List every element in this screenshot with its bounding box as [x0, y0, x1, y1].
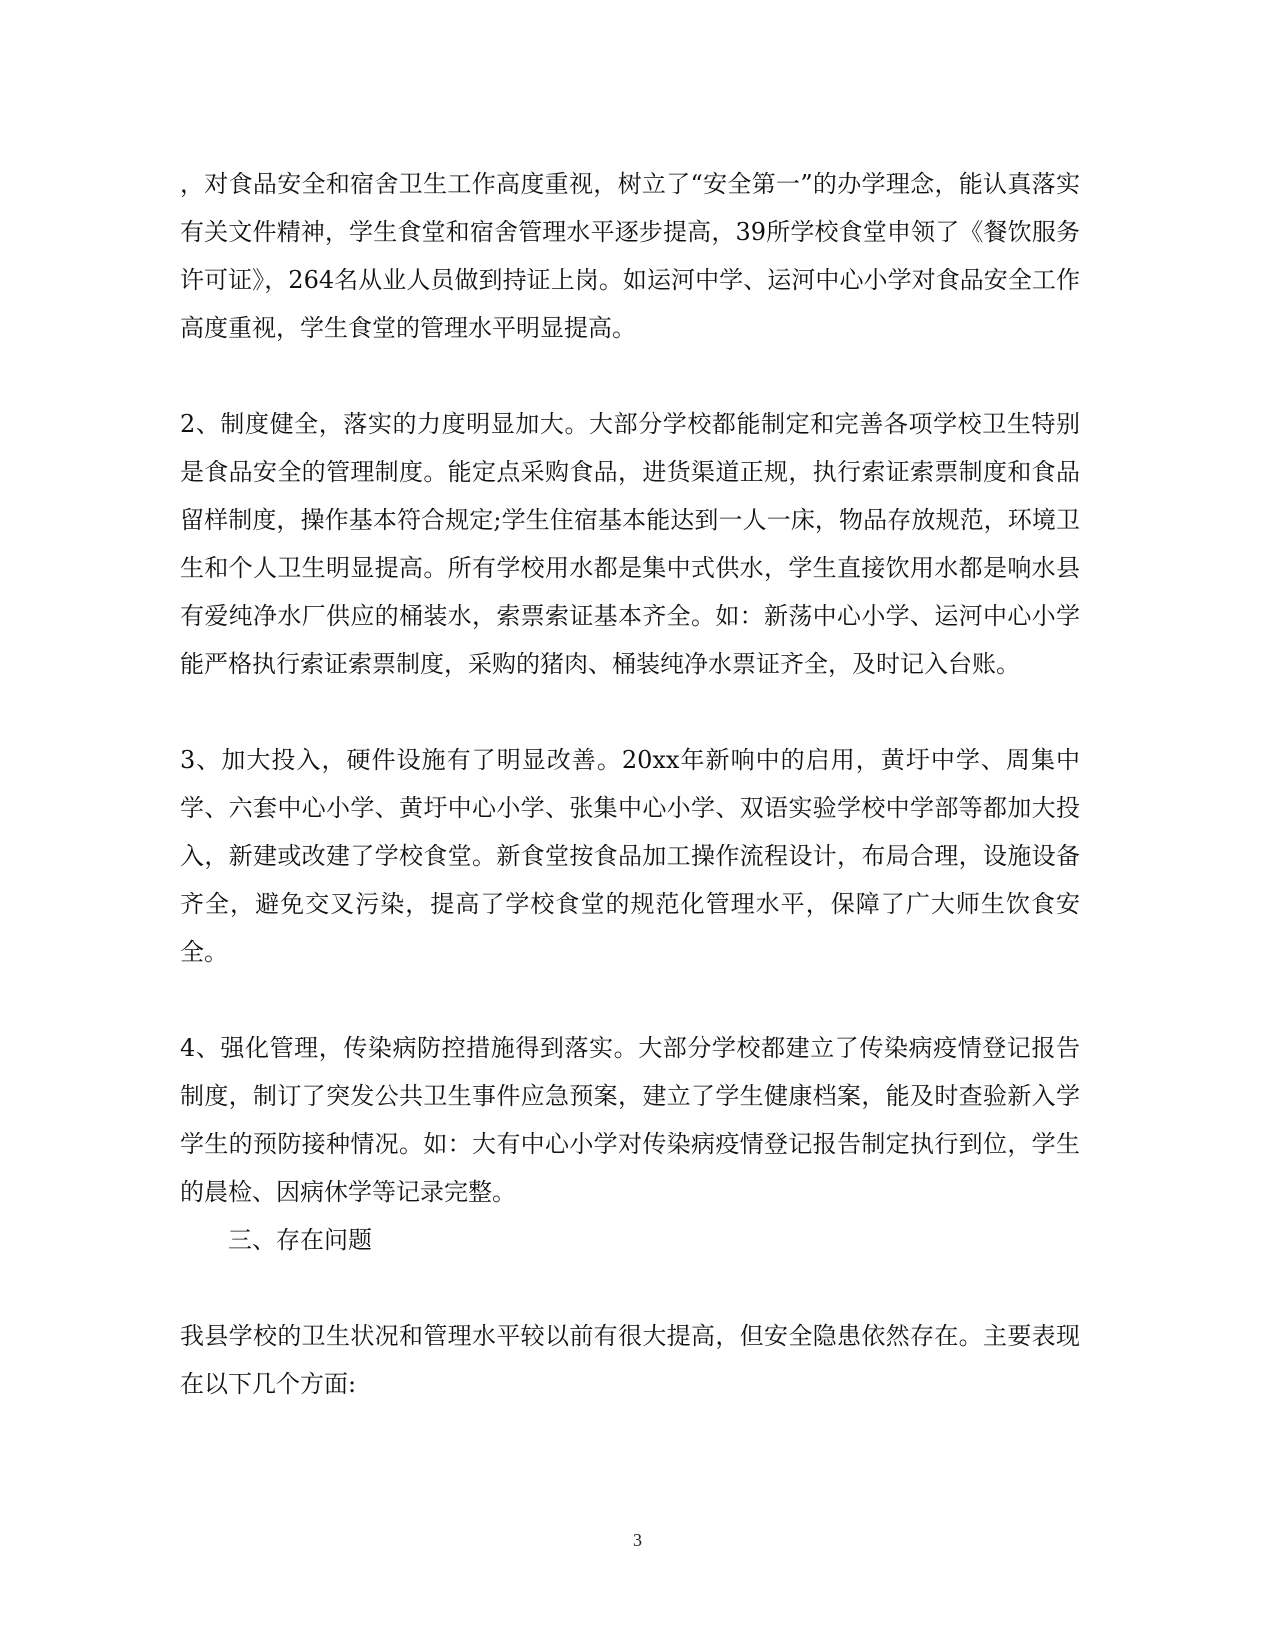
section-heading-problems: 三、存在问题 — [228, 1226, 372, 1254]
paragraph-gap — [180, 976, 1080, 1024]
page-number: 3 — [633, 1530, 642, 1550]
paragraph-gap — [180, 352, 1080, 400]
paragraph-problems-summary: 我县学校的卫生状况和管理水平较以前有很大提高，但安全隐患依然存在。主要表现在以下几个方面: — [180, 1322, 1080, 1398]
paragraph-food-safety-intro: ，对食品安全和宿舍卫生工作高度重视，树立了“安全第一”的办学理念，能认真落实有关文件精神，学生食堂和宿舍管理水平逐步提高，39所学校食堂申领了《餐饮服务许可证》，264名从业人员做到持证上岗。如运河中学、运河中心小学对食品安全工作高度重视，学生食堂的管理水平明显提高。 — [180, 170, 1080, 342]
paragraph-gap — [180, 1264, 1080, 1312]
document-body — [180, 160, 1080, 1408]
paragraph-gap — [180, 688, 1080, 736]
paragraph-investment: 3、加大投入，硬件设施有了明显改善。20xx年新响中的启用，黄圩中学、周集中学、六套中心小学、黄圩中心小学、张集中心小学、双语实验学校中学部等都加大投入，新建或改建了学校食堂。新食堂按食品加工操作流程设计，布局合理，设施设备齐全，避免交叉污染，提高了学校食堂的规范化管理水平，保障了广大师生饮食安全。 — [180, 746, 1080, 966]
paragraph-system-improvement: 2、制度健全，落实的力度明显加大。大部分学校都能制定和完善各项学校卫生特别是食品安全的管理制度。能定点采购食品，进货渠道正规，执行索证索票制度和食品留样制度，操作基本符合规定;学生住宿基本能达到一人一床，物品存放规范，环境卫生和个人卫生明显提高。所有学校用水都是集中式供水，学生直接饮用水都是响水县有爱纯净水厂供应的桶装水，索票索证基本齐全。如：新荡中心小学、运河中心小学能严格执行索证索票制度，采购的猪肉、桶装纯净水票证齐全，及时记入台账。 — [180, 410, 1080, 678]
paragraph-disease-control: 4、强化管理，传染病防控措施得到落实。大部分学校都建立了传染病疫情登记报告制度，制订了突发公共卫生事件应急预案，建立了学生健康档案，能及时查验新入学学生的预防接种情况。如：大有中心小学对传染病疫情登记报告制定执行到位，学生的晨检、因病休学等记录完整。 — [180, 1034, 1080, 1206]
